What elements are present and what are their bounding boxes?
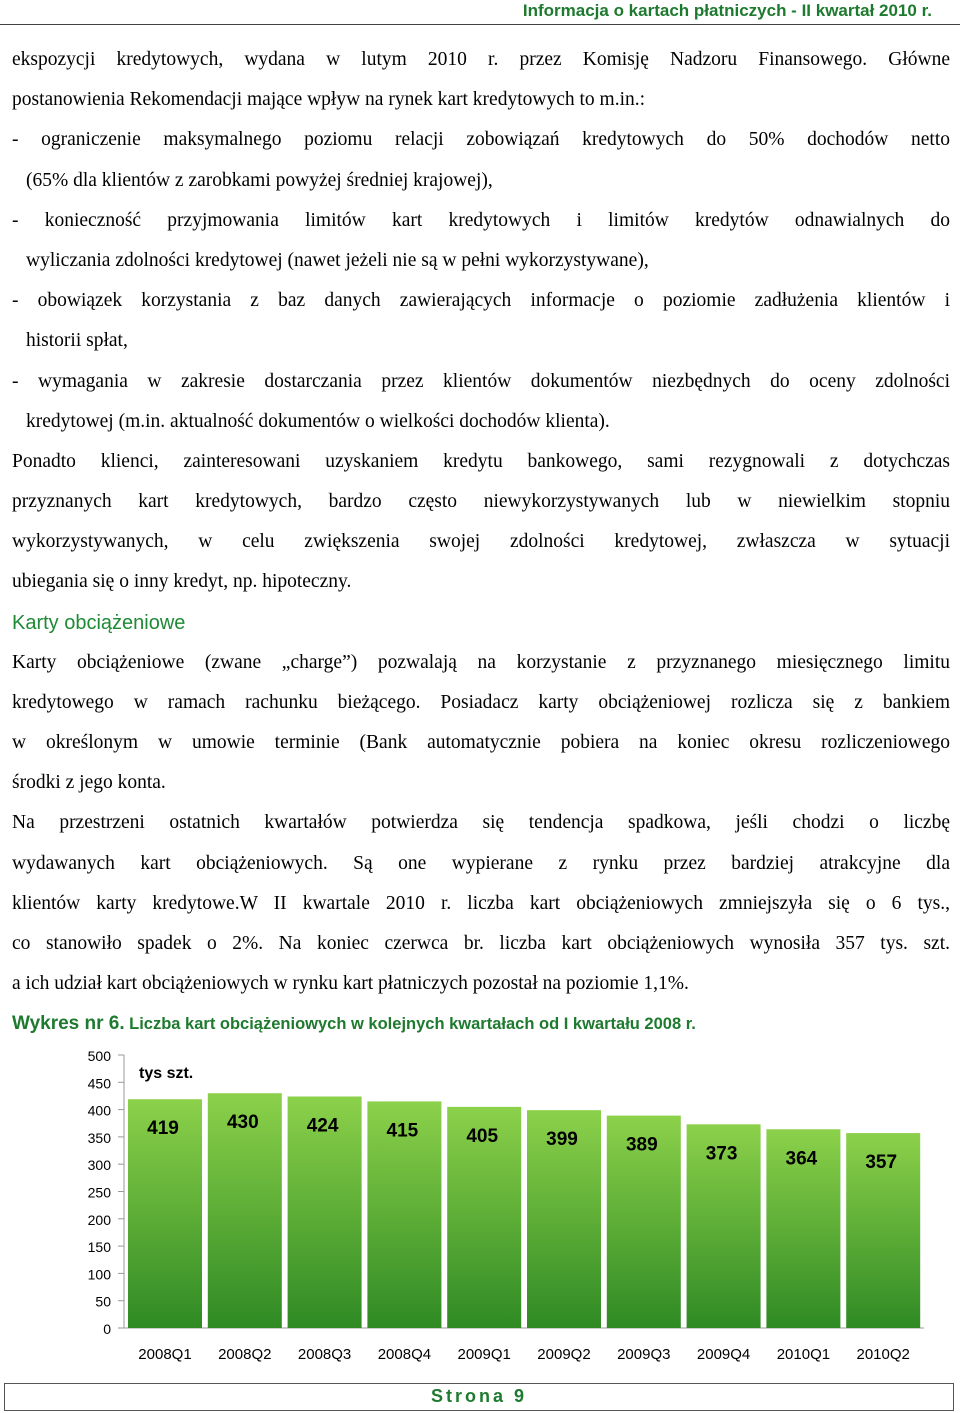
y-tick-label: 50 bbox=[95, 1293, 111, 1310]
x-tick-label: 2009Q4 bbox=[696, 1346, 751, 1363]
bar-value-label: 415 bbox=[386, 1120, 419, 1142]
bar-value-label: 399 bbox=[546, 1129, 578, 1151]
text-line: wydawanych kart obciążeniowych. Są one wypierane z rynku przez bardziej atrakcyjne dla bbox=[12, 852, 950, 874]
bullet-continuation: (65% dla klientów z zarobkami powyżej średniej krajowej), bbox=[26, 169, 493, 191]
text-line: w określonym w umowie terminie (Bank automatycznie pobiera na koniec okresu rozliczeniowego bbox=[12, 732, 950, 753]
x-tick-label: 2010Q1 bbox=[776, 1346, 831, 1363]
bullet-continuation: wyliczania zdolności kredytowej (nawet jeżeli nie są w pełni wykorzystywane), bbox=[26, 249, 649, 271]
y-tick-label: 450 bbox=[87, 1075, 111, 1092]
bar-value-label: 424 bbox=[306, 1115, 339, 1137]
x-axis-labels bbox=[138, 1346, 910, 1363]
bullet-item: - ograniczenie maksymalnego poziomu relacji zobowiązań kredytowych do 50% dochodów netto bbox=[12, 129, 950, 151]
text-line: ekspozycji kredytowych, wydana w lutym 2010 r. przez Komisję Nadzoru Finansowego. Główne bbox=[12, 49, 950, 70]
text-line: przyznanych kart kredytowych, bardzo często niewykorzystywanych lub w niewielkim stopniu bbox=[12, 491, 950, 513]
header-title: Informacja o kartach płatniczych - II kwartał 2010 r. bbox=[522, 1, 932, 20]
bar-value-label: 430 bbox=[226, 1112, 259, 1134]
text-line: co stanowiło spadek o 2%. Na koniec czerwca br. liczba kart obciążeniowych wynosiła 357 tys. szt. bbox=[12, 932, 950, 954]
paragraph-trend bbox=[12, 803, 950, 1004]
y-tick-label: 500 bbox=[87, 1048, 111, 1064]
text-line: Ponadto klienci, zainteresowani uzyskaniem kredytu bankowego, sami rezygnowali z dotychczas bbox=[12, 450, 950, 472]
x-tick-label: 2009Q1 bbox=[457, 1346, 511, 1363]
bar-value-label: 405 bbox=[466, 1125, 499, 1147]
figure-caption-text: Liczba kart obciążeniowych w kolejnych kwartałach od I kwartału 2008 r. bbox=[129, 1015, 696, 1034]
text-line: Na przestrzeni ostatnich kwartałów potwierdza się tendencja spadkowa, jeśli chodzi o liczbę bbox=[12, 812, 950, 834]
x-tick-label: 2008Q4 bbox=[377, 1346, 432, 1363]
x-tick-label: 2008Q1 bbox=[138, 1346, 192, 1363]
text-line: wykorzystywanych, w celu zwiększenia swojej zdolności kredytowej, zwłaszcza w sytuacji bbox=[12, 531, 950, 553]
page-footer bbox=[4, 1383, 954, 1411]
text-line: kredytowego w ramach rachunku bieżącego. Posiadacz karty obciążeniowej rozlicza się z bankiem bbox=[12, 691, 950, 713]
section-heading: Karty obciążeniowe bbox=[12, 611, 186, 634]
y-tick-label: 350 bbox=[87, 1129, 111, 1146]
bullet-continuation: historii spłat, bbox=[26, 330, 128, 352]
paragraph-resignations bbox=[12, 442, 950, 603]
document-body bbox=[12, 40, 950, 1044]
bar-value-label: 419 bbox=[147, 1118, 179, 1140]
bullet-item: - konieczność przyjmowania limitów kart kredytowych i limitów kredytów odnawialnych do bbox=[12, 209, 950, 231]
page-header bbox=[0, 0, 960, 25]
bullet-list bbox=[12, 120, 950, 442]
bullet-item: - obowiązek korzystania z baz danych zawierających informacje o poziomie zadłużenia klientów i bbox=[12, 290, 950, 312]
bar-value-label: 364 bbox=[785, 1148, 818, 1170]
figure-caption bbox=[12, 1004, 950, 1044]
y-tick-label: 200 bbox=[87, 1211, 111, 1228]
x-tick-label: 2008Q2 bbox=[218, 1346, 272, 1363]
x-tick-label: 2009Q3 bbox=[617, 1346, 671, 1363]
y-tick-label: 100 bbox=[87, 1266, 111, 1283]
text-line: klientów karty kredytowe.W II kwartale 2010 r. liczba kart obciążeniowych zmniejszyła się o 6 tys., bbox=[12, 892, 950, 914]
y-tick-label: 0 bbox=[103, 1321, 111, 1337]
y-tick-label: 250 bbox=[87, 1184, 111, 1201]
bar-value-label: 357 bbox=[865, 1152, 898, 1174]
bar-chart bbox=[0, 1040, 960, 1370]
bar-value-label: 389 bbox=[625, 1134, 658, 1156]
figure-caption-number: Wykres nr 6. bbox=[12, 1013, 125, 1035]
intro-paragraph bbox=[12, 40, 950, 120]
x-tick-label: 2009Q2 bbox=[537, 1346, 591, 1363]
text-line: środki z jego konta. bbox=[12, 772, 166, 794]
paragraph-charge-cards bbox=[12, 643, 950, 804]
page-number: Strona 9 bbox=[430, 1386, 528, 1406]
text-line: postanowienia Rekomendacji mające wpływ na rynek kart kredytowych to m.in.: bbox=[12, 89, 646, 111]
x-tick-label: 2008Q3 bbox=[297, 1346, 352, 1363]
unit-label: tys szt. bbox=[139, 1065, 194, 1082]
bullet-continuation: kredytowej (m.in. aktualność dokumentów o wielkości dochodów klienta). bbox=[26, 410, 610, 432]
bullet-item: - wymagania w zakresie dostarczania przez klientów dokumentów niezbędnych do oceny zdolności bbox=[12, 370, 950, 392]
y-tick-label: 300 bbox=[87, 1157, 111, 1174]
text-line: ubiegania się o inny kredyt, np. hipoteczny. bbox=[12, 571, 352, 593]
y-tick-label: 150 bbox=[87, 1239, 111, 1256]
text-line: Karty obciążeniowe (zwane „charge”) pozwalają na korzystanie z przyznanego miesięcznego limitu bbox=[12, 651, 950, 673]
x-tick-label: 2010Q2 bbox=[856, 1346, 910, 1363]
bar-value-label: 373 bbox=[705, 1143, 738, 1165]
y-tick-label: 400 bbox=[87, 1102, 111, 1119]
text-line: a ich udział kart obciążeniowych w rynku kart płatniczych pozostał na poziomie 1,1%. bbox=[12, 973, 689, 995]
